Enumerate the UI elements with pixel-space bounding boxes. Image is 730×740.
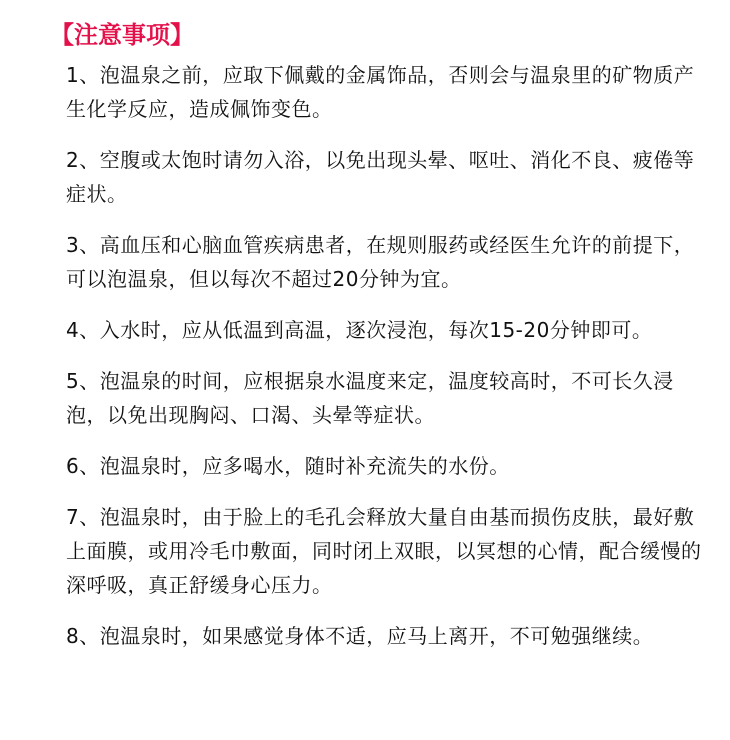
notice-item-3: 3、高血压和心脑血管疾病患者，在规则服药或经医生允许的前提下，可以泡温泉，但以每次不超过20分钟为宜。 <box>66 233 695 291</box>
notice-item-4: 4、入水时，应从低温到高温，逐次浸泡，每次15-20分钟即可。 <box>66 318 653 342</box>
notice-item-5: 5、泡温泉的时间，应根据泉水温度来定，温度较高时，不可长久浸泡，以免出现胸闷、口渴、头晕等症状。 <box>66 369 674 427</box>
notice-item-7: 7、泡温泉时，由于脸上的毛孔会释放大量自由基而损伤皮肤，最好敷上面膜，或用冷毛巾敷面，同时闭上双眼，以冥想的心情，配合缓慢的深呼吸，真正舒缓身心压力。 <box>66 505 702 597</box>
notice-item-1: 1、泡温泉之前，应取下佩戴的金属饰品，否则会与温泉里的矿物质产生化学反应，造成佩饰变色。 <box>66 63 695 121</box>
notice-item-8: 8、泡温泉时，如果感觉身体不适，应马上离开，不可勉强继续。 <box>66 624 654 648</box>
notice-item-2: 2、空腹或太饱时请勿入浴，以免出现头晕、呕吐、消化不良、疲倦等症状。 <box>66 148 695 206</box>
notice-list <box>66 58 706 653</box>
notice-item-6: 6、泡温泉时，应多喝水，随时补充流失的水份。 <box>66 454 510 478</box>
page-title: 【注意事项】 <box>50 21 194 49</box>
